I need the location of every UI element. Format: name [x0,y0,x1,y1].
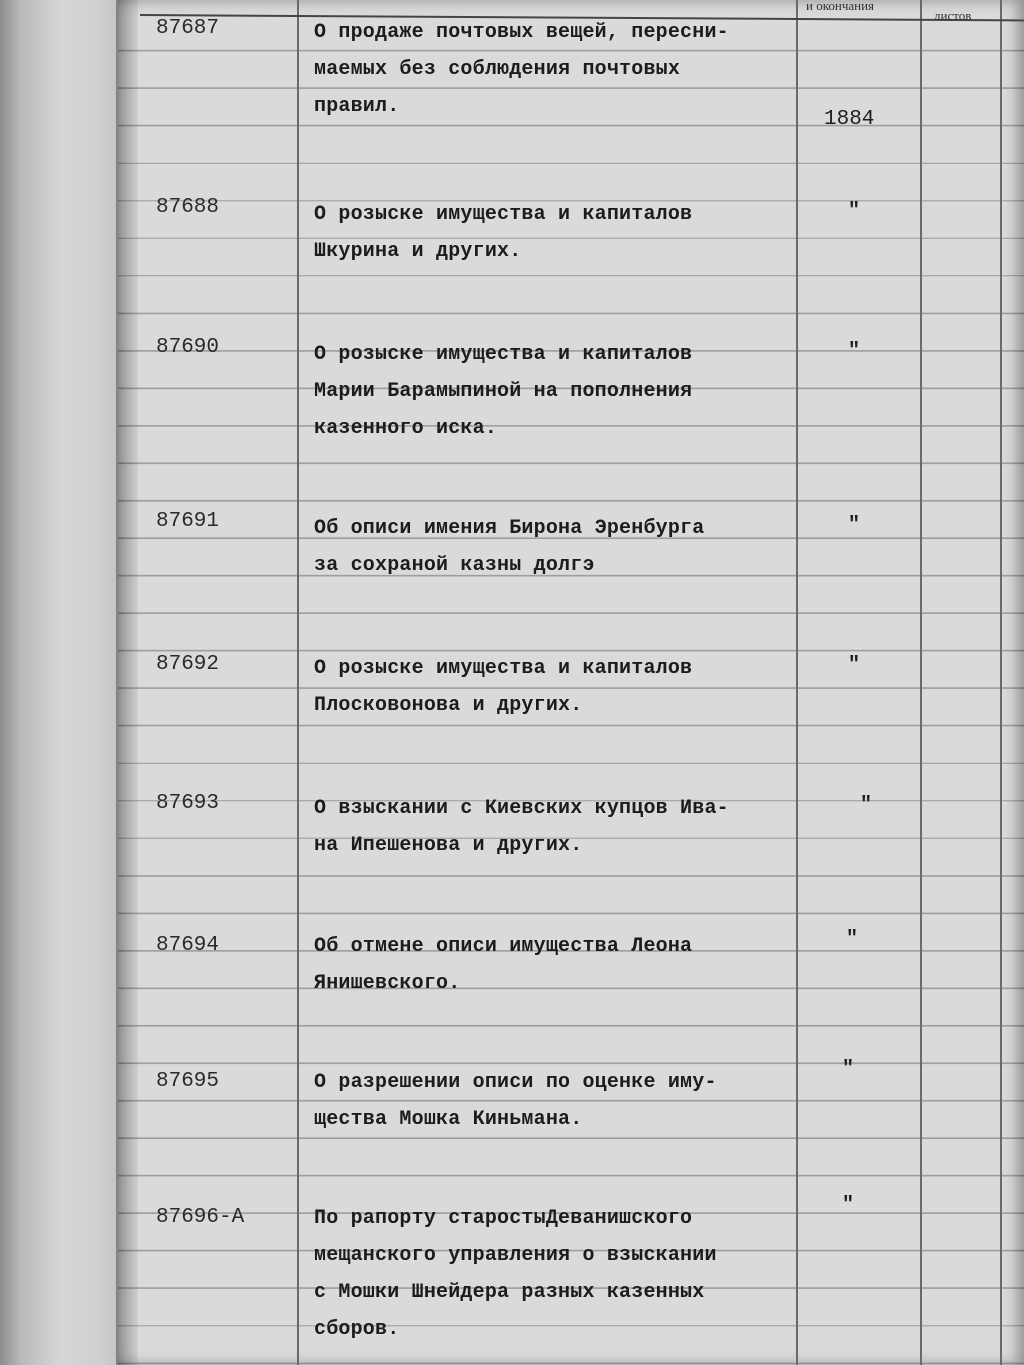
entry-title-line: О розыске имущества и капиталов [314,657,693,680]
entry-ditto-mark: " [848,654,861,677]
entry-title [314,336,792,447]
entry-number: 87696-А [156,1206,245,1229]
entry-date: 1884 [824,108,875,131]
entry-number: 87690 [156,336,220,359]
column-divider-sheets [1000,0,1002,1365]
entry-number: 87688 [156,196,220,219]
entry-ditto-mark: " [846,928,859,951]
column-divider-title [796,0,798,1365]
entry-title-line: О розыске имущества и капиталов [314,343,693,366]
entry-title-line: По рапорту старостыДеванишского [314,1207,693,1230]
entry-number: 87695 [156,1070,220,1093]
entry-title-line: О розыске имущества и капиталов [314,203,693,226]
column-divider-number [297,0,299,1365]
entry-title-line: маемых без соблюдения почтовых [314,58,681,81]
entry-title [314,928,792,1002]
entry-title-line: Плосковонова и других. [314,694,583,717]
entry-title [314,14,792,125]
entry-title [314,650,792,724]
entry-title-line: казенного иска. [314,417,498,440]
entry-ditto-mark: " [848,200,861,223]
entry-number: 87693 [156,792,220,815]
entry-title-line: О разрешении описи по оценке иму- [314,1071,717,1094]
entry-title-line: О взыскании с Киевских купцов Ива- [314,797,729,820]
entry-title [314,1064,792,1138]
entry-title-line: щества Мошка Киньмана. [314,1108,583,1131]
page-binding-shadow [116,0,138,1365]
entry-ditto-mark: " [842,1194,855,1217]
entry-title-line: на Ипешенова и других. [314,834,583,857]
column-header-sheets: листов [934,8,972,23]
entry-title-line: Шкурина и других. [314,240,522,263]
entry-title-line: за сохраной казны долгэ [314,554,595,577]
entry-number: 87694 [156,934,220,957]
entry-title-line: О продаже почтовых вещей, пересни- [314,21,729,44]
entry-title-line: мещанского управления о взыскании [314,1244,717,1267]
column-divider-date [920,0,922,1365]
entry-title-line: Об отмене описи имущества Леона [314,935,693,958]
entry-ditto-mark: " [848,340,861,363]
entry-ditto-mark: " [848,514,861,537]
entry-number: 87687 [156,17,220,40]
entry-title [314,1200,792,1348]
entry-ditto-mark: " [842,1058,855,1081]
entry-title-line: Марии Барамыпиной на пополнения [314,380,693,403]
entry-title-line: Об описи имения Бирона Эренбурга [314,517,705,540]
column-header-end-date: и окончания [806,0,875,13]
previous-page-edge [0,0,130,1365]
entry-title [314,790,792,864]
entry-number: 87692 [156,653,220,676]
entry-ditto-mark: " [860,794,873,817]
entry-title-line: Янишевского. [314,972,461,995]
entry-title [314,196,792,270]
entry-title [314,510,792,584]
entry-title-line: сборов. [314,1318,400,1341]
entry-title-line: правил. [314,95,400,118]
entry-number: 87691 [156,510,220,533]
entry-title-line: с Мошки Шнейдера разных казенных [314,1281,705,1304]
